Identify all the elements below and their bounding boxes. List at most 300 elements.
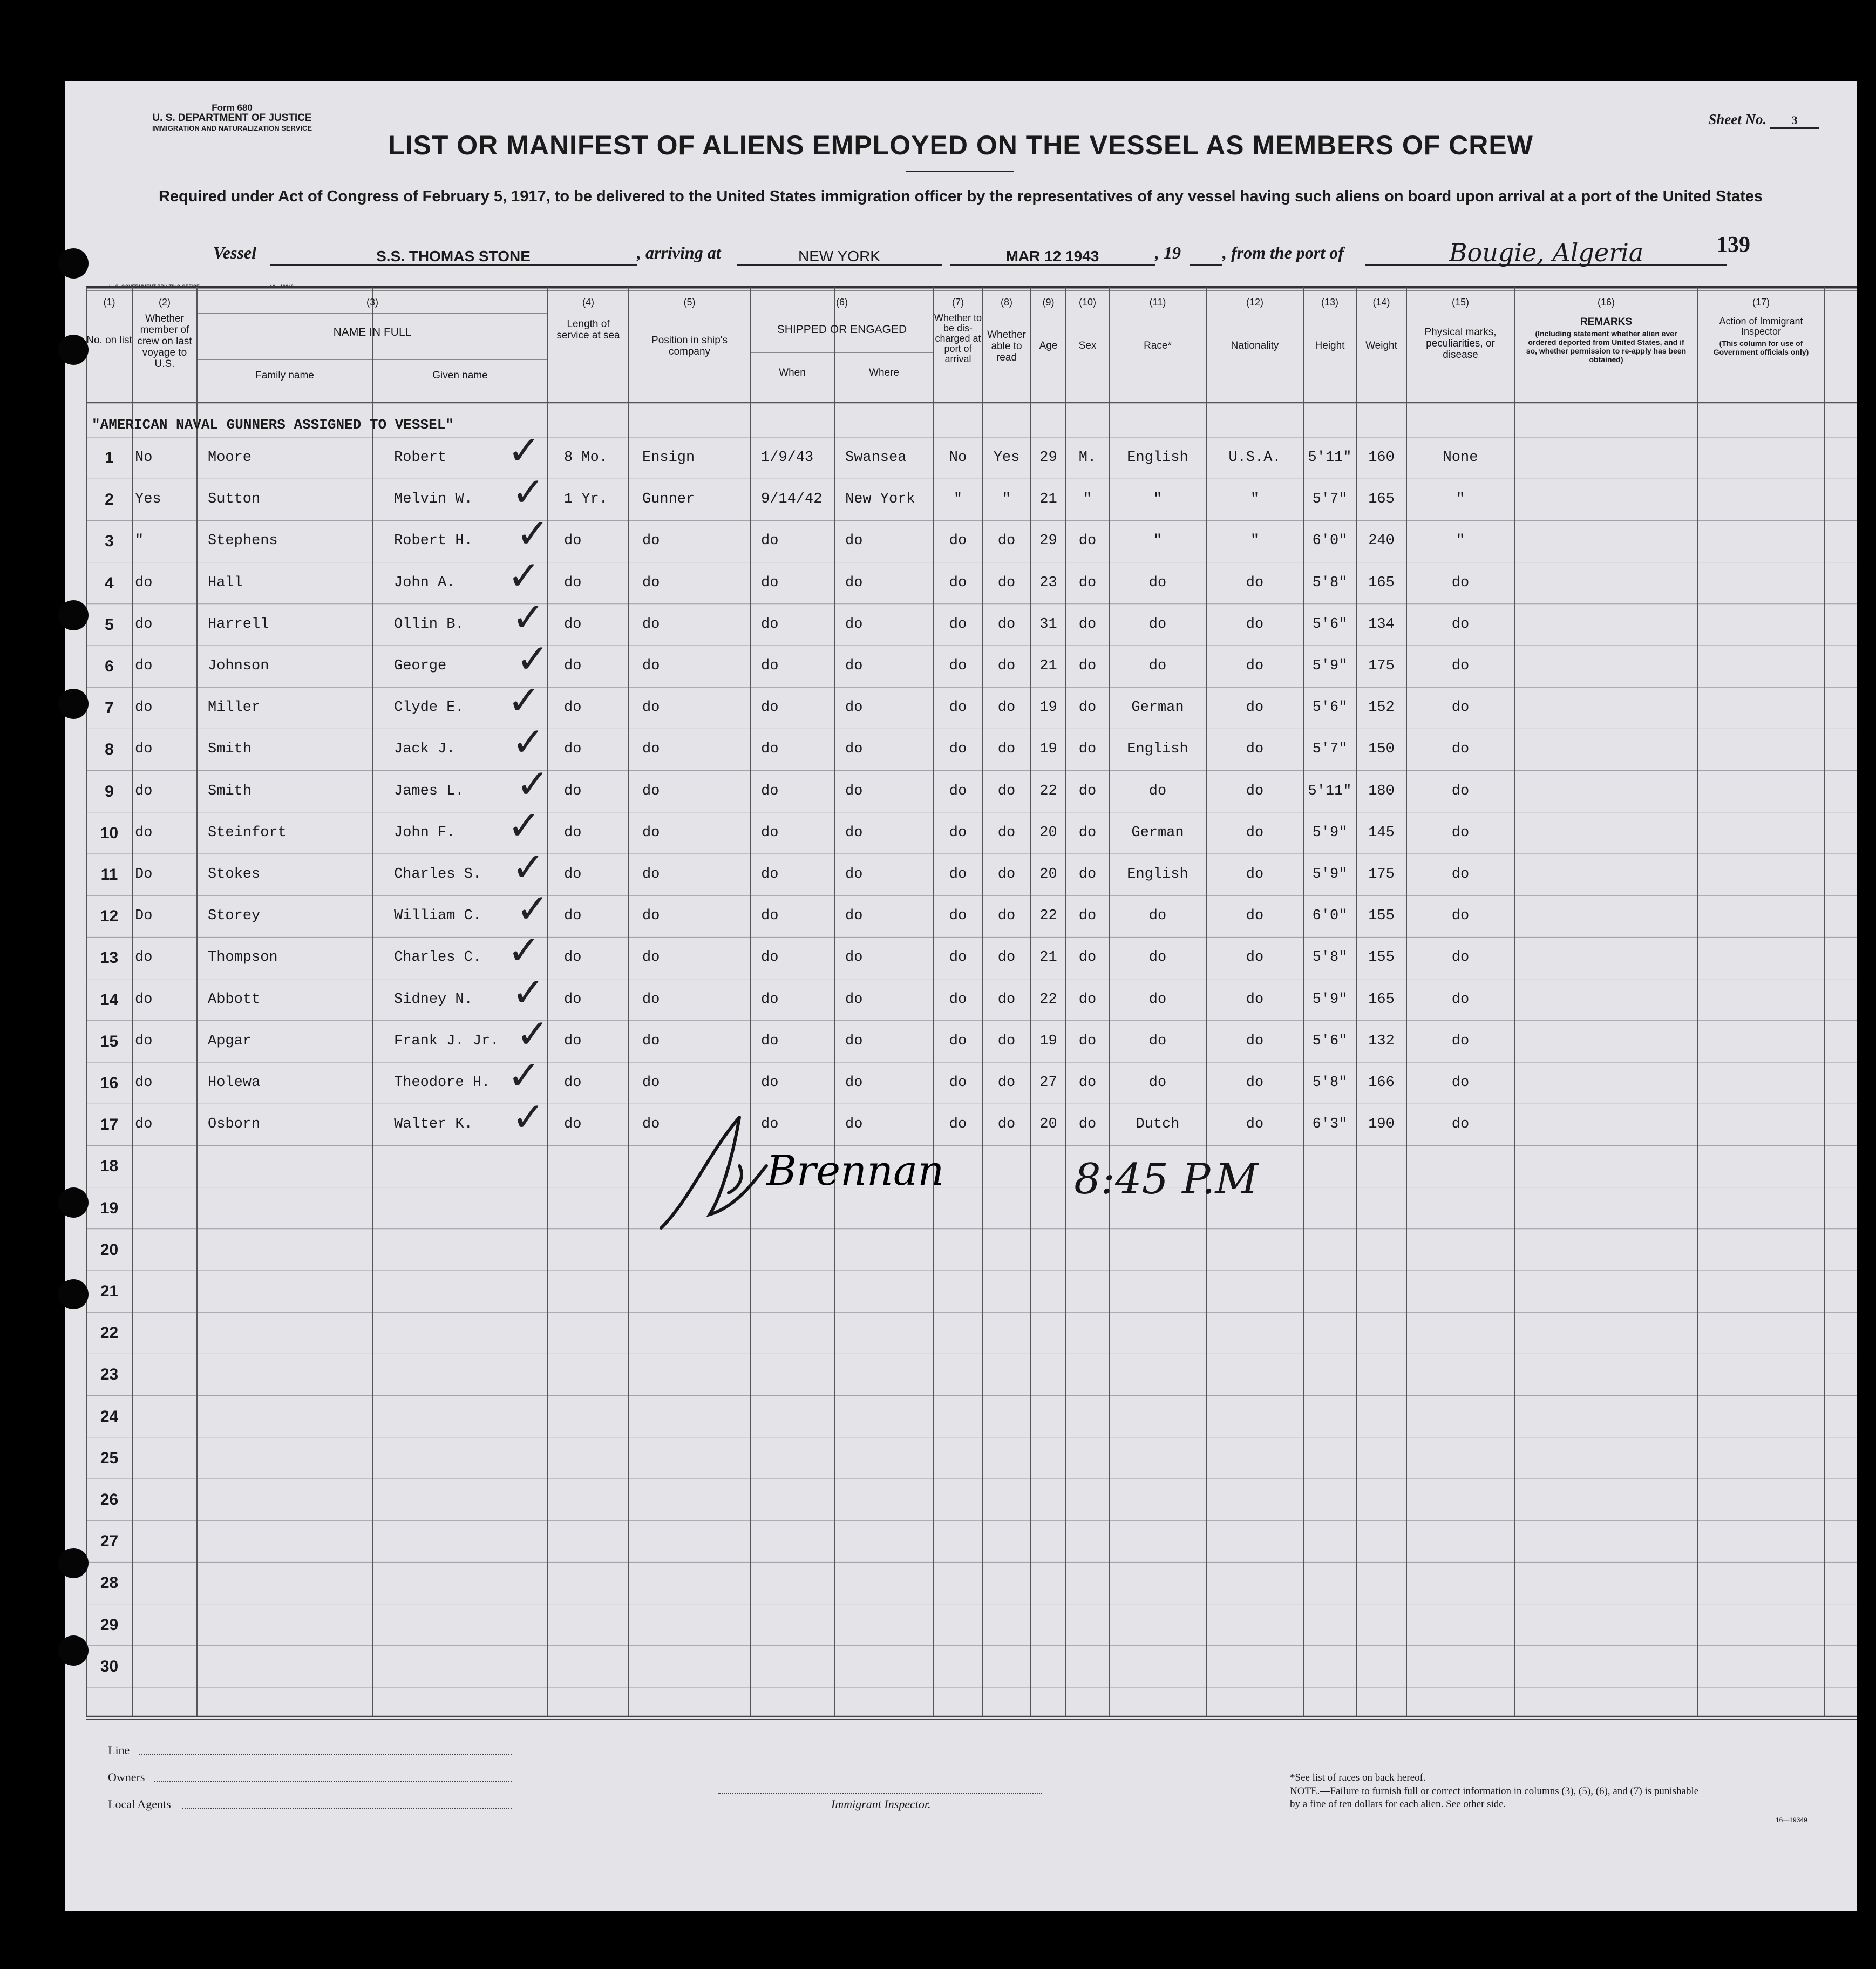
section-heading: "AMERICAN NAVAL GUNNERS ASSIGNED TO VESSEL" bbox=[92, 417, 454, 433]
cell-weight: 160 bbox=[1368, 450, 1395, 466]
cell-no: 7 bbox=[105, 699, 114, 717]
col-header-remarks: REMARKS bbox=[1580, 316, 1633, 328]
cell-where: do bbox=[845, 658, 863, 674]
races-note: *See list of races on back hereof. bbox=[1290, 1772, 1426, 1783]
cell-age: 21 bbox=[1039, 949, 1057, 966]
cell-no: 22 bbox=[100, 1324, 119, 1342]
cell-service: do bbox=[564, 1075, 582, 1091]
cell-position: do bbox=[642, 574, 660, 591]
cell-race: do bbox=[1148, 949, 1167, 966]
cell-prev: Yes bbox=[135, 491, 161, 508]
cell-where: do bbox=[845, 783, 863, 799]
cell-weight: 145 bbox=[1368, 824, 1395, 841]
cell-race: do bbox=[1148, 1075, 1167, 1091]
local-agents-label: Local Agents bbox=[108, 1797, 171, 1811]
cell-race: do bbox=[1148, 1033, 1167, 1049]
sheet-number: 3 bbox=[1770, 113, 1819, 129]
cell-height: 5'9" bbox=[1312, 658, 1348, 674]
cell-discharged: do bbox=[949, 908, 967, 925]
cell-nationality: do bbox=[1246, 1116, 1264, 1133]
cell-marks: do bbox=[1451, 991, 1470, 1008]
cell-sex: do bbox=[1078, 574, 1097, 591]
cell-height: 5'7" bbox=[1312, 491, 1348, 508]
cell-given: George bbox=[394, 658, 447, 674]
cell-age: 23 bbox=[1039, 574, 1057, 591]
cell-race: German bbox=[1131, 824, 1184, 841]
table-row bbox=[65, 427, 1857, 479]
binder-hole bbox=[58, 600, 89, 630]
cell-prev: do bbox=[135, 616, 153, 633]
cell-marks: do bbox=[1451, 1116, 1470, 1133]
cell-sex: do bbox=[1078, 658, 1097, 674]
cell-given: Walter K. bbox=[394, 1116, 473, 1133]
check-mark-icon: ✓ bbox=[512, 594, 546, 641]
cell-prev: do bbox=[135, 783, 153, 799]
col-num-6: (6) bbox=[836, 297, 848, 308]
table-row bbox=[65, 1520, 1857, 1562]
cell-given: James L. bbox=[394, 783, 464, 799]
check-mark-icon: ✓ bbox=[512, 969, 546, 1016]
cell-where: do bbox=[845, 700, 863, 716]
binder-hole bbox=[58, 689, 89, 719]
cell-prev: Do bbox=[135, 866, 153, 882]
cell-read: do bbox=[997, 574, 1016, 591]
cell-service: do bbox=[564, 949, 582, 966]
cell-position: do bbox=[642, 616, 660, 633]
cell-service: do bbox=[564, 824, 582, 841]
cell-when: do bbox=[761, 741, 779, 758]
cell-where: do bbox=[845, 741, 863, 758]
cell-position: do bbox=[642, 949, 660, 966]
cell-position: do bbox=[642, 1116, 660, 1133]
cell-family: Moore bbox=[208, 450, 252, 466]
cell-age: 22 bbox=[1039, 908, 1057, 925]
cell-read: " bbox=[1002, 491, 1011, 508]
cell-no: 2 bbox=[105, 491, 114, 509]
cell-age: 19 bbox=[1039, 741, 1057, 758]
cell-nationality: do bbox=[1246, 783, 1264, 799]
cell-no: 30 bbox=[100, 1657, 119, 1675]
cell-discharged: do bbox=[949, 741, 967, 758]
cell-family: Stephens bbox=[208, 533, 278, 549]
cell-service: 1 Yr. bbox=[564, 491, 608, 508]
cell-service: do bbox=[564, 533, 582, 549]
table-row bbox=[65, 1437, 1857, 1479]
vessel-label: Vessel bbox=[213, 243, 256, 262]
cell-family: Apgar bbox=[208, 1033, 252, 1049]
form-number: Form 680 bbox=[212, 103, 253, 113]
cell-height: 5'7" bbox=[1312, 741, 1348, 758]
table-row bbox=[65, 927, 1857, 979]
binder-hole bbox=[58, 248, 89, 279]
cell-weight: 166 bbox=[1368, 1075, 1395, 1091]
cell-given: Charles S. bbox=[394, 866, 482, 882]
table-row bbox=[65, 802, 1857, 854]
cell-nationality: do bbox=[1246, 1033, 1264, 1049]
col-header-family-name: Family name bbox=[255, 370, 314, 381]
cell-read: do bbox=[997, 866, 1016, 882]
cell-where: do bbox=[845, 1075, 863, 1091]
table-row bbox=[65, 594, 1857, 646]
col-num-13: (13) bbox=[1321, 297, 1338, 308]
cell-marks: do bbox=[1451, 783, 1470, 799]
cell-position: do bbox=[642, 741, 660, 758]
cell-weight: 175 bbox=[1368, 866, 1395, 882]
cell-family: Abbott bbox=[208, 991, 261, 1008]
cell-sex: do bbox=[1078, 1033, 1097, 1049]
cell-weight: 165 bbox=[1368, 991, 1395, 1008]
cell-no: 26 bbox=[100, 1491, 119, 1509]
cell-given: Jack J. bbox=[394, 741, 456, 758]
cell-age: 20 bbox=[1039, 1116, 1057, 1133]
binder-hole bbox=[58, 1279, 89, 1309]
cell-family: Johnson bbox=[208, 658, 269, 674]
cell-position: do bbox=[642, 658, 660, 674]
cell-race: do bbox=[1148, 616, 1167, 633]
cell-sex: do bbox=[1078, 700, 1097, 716]
cell-no: 10 bbox=[100, 824, 119, 842]
cell-weight: 152 bbox=[1368, 700, 1395, 716]
col-num-8: (8) bbox=[1001, 297, 1012, 308]
cell-when: do bbox=[761, 658, 779, 674]
cell-service: do bbox=[564, 1116, 582, 1133]
table-row bbox=[65, 1010, 1857, 1062]
check-mark-icon: ✓ bbox=[512, 469, 546, 516]
arrival-date-stamp: MAR 12 1943 bbox=[950, 246, 1155, 266]
check-mark-icon: ✓ bbox=[507, 677, 541, 724]
col-header-weight: Weight bbox=[1365, 340, 1397, 351]
cell-height: 5'8" bbox=[1312, 1075, 1348, 1091]
cell-read: do bbox=[997, 949, 1016, 966]
cell-when: do bbox=[761, 1033, 779, 1049]
cell-family: Sutton bbox=[208, 491, 261, 508]
table-row bbox=[65, 469, 1857, 520]
cell-marks: do bbox=[1451, 866, 1470, 882]
cell-sex: do bbox=[1078, 616, 1097, 633]
cell-where: Swansea bbox=[845, 450, 907, 466]
cell-prev: do bbox=[135, 574, 153, 591]
department-name: U. S. DEPARTMENT OF JUSTICE bbox=[152, 112, 312, 124]
cell-prev: do bbox=[135, 949, 153, 966]
cell-given: Robert bbox=[394, 450, 447, 466]
col-num-2: (2) bbox=[159, 297, 171, 308]
table-row bbox=[65, 761, 1857, 812]
cell-position: Ensign bbox=[642, 450, 695, 466]
cell-weight: 180 bbox=[1368, 783, 1395, 799]
cell-where: do bbox=[845, 616, 863, 633]
cell-when: do bbox=[761, 533, 779, 549]
cell-service: do bbox=[564, 741, 582, 758]
cell-no: 15 bbox=[100, 1032, 119, 1050]
cell-weight: 165 bbox=[1368, 574, 1395, 591]
cell-read: do bbox=[997, 741, 1016, 758]
cell-prev: do bbox=[135, 1116, 153, 1133]
cell-position: do bbox=[642, 824, 660, 841]
cell-given: Robert H. bbox=[394, 533, 473, 549]
cell-where: do bbox=[845, 574, 863, 591]
col-header-height: Height bbox=[1315, 340, 1345, 351]
cell-discharged: do bbox=[949, 533, 967, 549]
cell-no: 24 bbox=[100, 1407, 119, 1425]
cell-sex: do bbox=[1078, 783, 1097, 799]
check-mark-icon: ✓ bbox=[516, 1010, 550, 1057]
footer-code: 16—19349 bbox=[1776, 1816, 1807, 1824]
manifest-sheet bbox=[65, 81, 1857, 1911]
cell-when: do bbox=[761, 991, 779, 1008]
cell-given: Theodore H. bbox=[394, 1075, 491, 1091]
printing-office: U. S. GOVERNMENT PRINTING OFFICE bbox=[109, 284, 200, 289]
table-row bbox=[65, 886, 1857, 937]
cell-when: do bbox=[761, 866, 779, 882]
from-port-label: , from the port of bbox=[1222, 243, 1344, 262]
cell-where: do bbox=[845, 908, 863, 925]
col-header-discharged: Whether to be dis-charged at port of arrival bbox=[934, 313, 982, 364]
table-row bbox=[65, 1646, 1857, 1687]
cell-prev: " bbox=[135, 533, 144, 549]
table-row bbox=[65, 719, 1857, 770]
cell-weight: 240 bbox=[1368, 533, 1395, 549]
cell-no: 16 bbox=[100, 1074, 119, 1092]
cell-given: Charles C. bbox=[394, 949, 482, 966]
col-num-10: (10) bbox=[1078, 297, 1096, 308]
page-subtitle: Required under Act of Congress of February 5, 1917, to be delivered to the United States immigration officer by the representatives of any vessel having such aliens on board upon arrival at a port of the United States bbox=[158, 188, 1763, 205]
cell-marks: do bbox=[1451, 1075, 1470, 1091]
check-mark-icon: ✓ bbox=[512, 719, 546, 766]
col-num-17: (17) bbox=[1752, 297, 1770, 308]
cell-no: 17 bbox=[100, 1116, 119, 1134]
cell-family: Harrell bbox=[208, 616, 269, 633]
cell-where: do bbox=[845, 949, 863, 966]
cell-discharged: do bbox=[949, 991, 967, 1008]
cell-family: Osborn bbox=[208, 1116, 261, 1133]
cell-height: 5'6" bbox=[1312, 616, 1348, 633]
cell-no: 12 bbox=[100, 907, 119, 926]
cell-read: Yes bbox=[993, 450, 1020, 466]
cell-no: 13 bbox=[100, 949, 119, 967]
cell-service: do bbox=[564, 783, 582, 799]
cell-no: 27 bbox=[100, 1532, 119, 1551]
cell-position: do bbox=[642, 1033, 660, 1049]
cell-age: 20 bbox=[1039, 866, 1057, 882]
cell-marks: do bbox=[1451, 700, 1470, 716]
cell-discharged: No bbox=[949, 450, 967, 466]
table-row bbox=[65, 1562, 1857, 1604]
cell-height: 6'0" bbox=[1312, 533, 1348, 549]
cell-weight: 165 bbox=[1368, 491, 1395, 508]
cell-weight: 155 bbox=[1368, 908, 1395, 925]
cell-race: English bbox=[1127, 866, 1188, 882]
col-num-16: (16) bbox=[1597, 297, 1615, 308]
cell-family: Smith bbox=[208, 741, 252, 758]
cell-service: 8 Mo. bbox=[564, 450, 608, 466]
cell-when: do bbox=[761, 783, 779, 799]
cell-read: do bbox=[997, 1116, 1016, 1133]
cell-when: 9/14/42 bbox=[761, 491, 823, 508]
cell-race: Dutch bbox=[1136, 1116, 1180, 1133]
binder-hole bbox=[58, 335, 89, 365]
check-mark-icon: ✓ bbox=[507, 802, 541, 849]
cell-prev: do bbox=[135, 1033, 153, 1049]
cell-marks: " bbox=[1456, 491, 1465, 508]
inspector-blank bbox=[718, 1793, 1042, 1794]
col-header-inspector-note: (This column for use of Government officials only) bbox=[1713, 339, 1809, 356]
cell-service: do bbox=[564, 658, 582, 674]
cell-age: 21 bbox=[1039, 491, 1057, 508]
cell-nationality: do bbox=[1246, 741, 1264, 758]
cell-no: 4 bbox=[105, 574, 114, 592]
cell-age: 19 bbox=[1039, 700, 1057, 716]
cell-service: do bbox=[564, 908, 582, 925]
cell-where: do bbox=[845, 533, 863, 549]
cell-no: 14 bbox=[100, 990, 119, 1009]
cell-family: Smith bbox=[208, 783, 252, 799]
check-mark-icon: ✓ bbox=[516, 511, 550, 558]
inspector-signature bbox=[658, 1106, 1090, 1231]
cell-age: 29 bbox=[1039, 533, 1057, 549]
col-header-age: Age bbox=[1039, 340, 1058, 351]
cell-race: do bbox=[1148, 991, 1167, 1008]
year-blank bbox=[1190, 246, 1222, 266]
table-row bbox=[65, 552, 1857, 604]
cell-when: 1/9/43 bbox=[761, 450, 814, 466]
cell-age: 27 bbox=[1039, 1075, 1057, 1091]
col-header-when: When bbox=[779, 367, 806, 378]
cell-weight: 134 bbox=[1368, 616, 1395, 633]
cell-family: Storey bbox=[208, 908, 261, 925]
check-mark-icon: ✓ bbox=[516, 886, 550, 933]
cell-family: Steinfort bbox=[208, 824, 287, 841]
cell-when: do bbox=[761, 1075, 779, 1091]
cell-where: do bbox=[845, 1033, 863, 1049]
cell-nationality: do bbox=[1246, 949, 1264, 966]
cell-given: Clyde E. bbox=[394, 700, 464, 716]
cell-discharged: do bbox=[949, 824, 967, 841]
cell-family: Miller bbox=[208, 700, 261, 716]
cell-sex: M. bbox=[1078, 450, 1097, 466]
line-label: Line bbox=[108, 1743, 130, 1757]
cell-where: New York bbox=[845, 491, 915, 508]
check-mark-icon: ✓ bbox=[507, 1053, 541, 1099]
col-num-3: (3) bbox=[366, 297, 378, 308]
cell-height: 5'9" bbox=[1312, 866, 1348, 882]
cell-no: 3 bbox=[105, 532, 114, 551]
cell-marks: do bbox=[1451, 824, 1470, 841]
check-mark-icon: ✓ bbox=[512, 844, 546, 891]
cell-race: German bbox=[1131, 700, 1184, 716]
table-row bbox=[65, 511, 1857, 562]
cell-read: do bbox=[997, 824, 1016, 841]
cell-when: do bbox=[761, 949, 779, 966]
check-mark-icon: ✓ bbox=[516, 761, 550, 807]
table-row bbox=[65, 1053, 1857, 1104]
col-header-remarks-note: (Including statement whether alien ever ordered deported from United States, and if so, whether permission to re-apply has been obtained) bbox=[1526, 329, 1687, 364]
cell-discharged: do bbox=[949, 949, 967, 966]
cell-discharged: do bbox=[949, 574, 967, 591]
col-header-inspector-action: Action of Immigrant Inspector bbox=[1719, 316, 1803, 337]
cell-service: do bbox=[564, 1033, 582, 1049]
cell-nationality: do bbox=[1246, 574, 1264, 591]
col-num-7: (7) bbox=[952, 297, 964, 308]
cell-weight: 190 bbox=[1368, 1116, 1395, 1133]
cell-no: 1 bbox=[105, 449, 114, 467]
check-mark-icon: ✓ bbox=[507, 427, 541, 474]
cell-nationality: " bbox=[1250, 533, 1260, 549]
cell-race: English bbox=[1127, 741, 1188, 758]
cell-read: do bbox=[997, 1075, 1016, 1091]
cell-race: do bbox=[1148, 658, 1167, 674]
agents-blank bbox=[182, 1808, 512, 1809]
cell-marks: do bbox=[1451, 949, 1470, 966]
col-num-14: (14) bbox=[1372, 297, 1390, 308]
cell-position: do bbox=[642, 866, 660, 882]
cell-no: 28 bbox=[100, 1574, 119, 1592]
cell-height: 5'6" bbox=[1312, 1033, 1348, 1049]
cell-height: 5'6" bbox=[1312, 700, 1348, 716]
cell-height: 6'3" bbox=[1312, 1116, 1348, 1133]
cell-no: 25 bbox=[100, 1449, 119, 1467]
cell-race: do bbox=[1148, 783, 1167, 799]
cell-prev: do bbox=[135, 700, 153, 716]
cell-no: 9 bbox=[105, 782, 114, 800]
line-blank bbox=[139, 1754, 512, 1755]
cell-given: Sidney N. bbox=[394, 991, 473, 1008]
cell-given: Frank J. Jr. bbox=[394, 1033, 499, 1049]
cell-nationality: do bbox=[1246, 1075, 1264, 1091]
col-num-15: (15) bbox=[1451, 297, 1469, 308]
col-header-prev-voyage: Whether member of crew on last voyage to U.S. bbox=[137, 313, 192, 370]
binder-hole bbox=[58, 1635, 89, 1666]
cell-weight: 175 bbox=[1368, 658, 1395, 674]
cell-nationality: do bbox=[1246, 991, 1264, 1008]
cell-when: do bbox=[761, 700, 779, 716]
from-port: Bougie, Algeria bbox=[1365, 241, 1727, 266]
cell-service: do bbox=[564, 991, 582, 1008]
cell-race: " bbox=[1153, 533, 1163, 549]
cell-service: do bbox=[564, 574, 582, 591]
signature-text: Brennan bbox=[766, 1146, 944, 1194]
col-header-nationality: Nationality bbox=[1231, 340, 1279, 351]
cell-marks: do bbox=[1451, 741, 1470, 758]
check-mark-icon: ✓ bbox=[507, 927, 541, 974]
cell-service: do bbox=[564, 866, 582, 882]
col-header-race: Race* bbox=[1144, 340, 1172, 351]
cell-read: do bbox=[997, 783, 1016, 799]
cell-no: 8 bbox=[105, 741, 114, 759]
cell-read: do bbox=[997, 991, 1016, 1008]
owners-label: Owners bbox=[108, 1770, 145, 1784]
cell-discharged: do bbox=[949, 1116, 967, 1133]
cell-weight: 132 bbox=[1368, 1033, 1395, 1049]
col-header-no: No. on list bbox=[86, 335, 132, 346]
cell-prev: do bbox=[135, 991, 153, 1008]
col-num-9: (9) bbox=[1042, 297, 1055, 308]
cell-position: do bbox=[642, 533, 660, 549]
cell-family: Holewa bbox=[208, 1075, 261, 1091]
cell-prev: Do bbox=[135, 908, 153, 925]
cell-no: 29 bbox=[100, 1615, 119, 1634]
table-row bbox=[65, 969, 1857, 1021]
inspector-label: Immigrant Inspector. bbox=[831, 1797, 931, 1811]
cell-read: do bbox=[997, 908, 1016, 925]
cell-height: 6'0" bbox=[1312, 908, 1348, 925]
col-num-11: (11) bbox=[1149, 297, 1166, 308]
cell-position: Gunner bbox=[642, 491, 695, 508]
cell-age: 21 bbox=[1039, 658, 1057, 674]
col-header-read: Whether able to read bbox=[987, 329, 1026, 363]
cell-discharged: do bbox=[949, 700, 967, 716]
table-row bbox=[65, 844, 1857, 895]
col-header-service: Length of service at sea bbox=[556, 318, 620, 341]
